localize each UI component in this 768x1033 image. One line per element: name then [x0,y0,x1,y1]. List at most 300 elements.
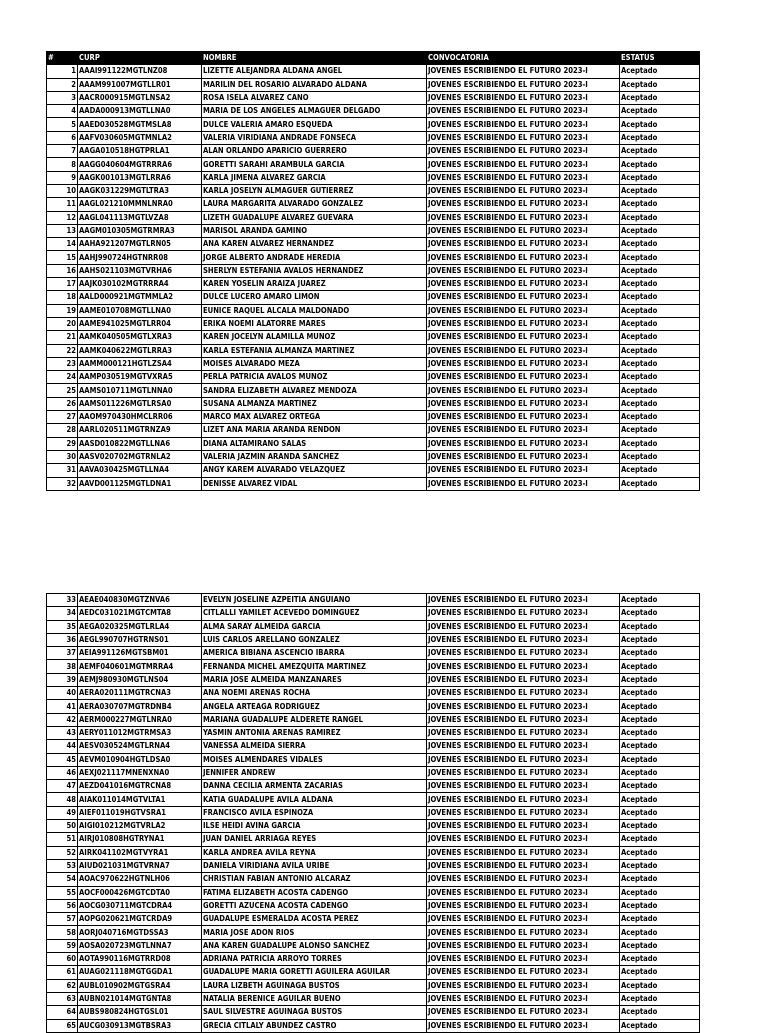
cell-estatus: Aceptado [620,304,700,317]
cell-estatus: Aceptado [620,145,700,158]
cell-estatus: Aceptado [620,105,700,118]
table-row [47,873,700,886]
cell-nombre: NATALIA BERENICE AGUILAR BUENO [202,992,427,1005]
cell-number: 30 [47,450,78,463]
cell-curp: AAMK040505MGTLXRA3 [78,331,202,344]
cell-number: 52 [47,846,78,859]
cell-curp: AOSA020723MGTLNNA7 [78,939,202,952]
cell-estatus: Aceptado [620,806,700,819]
table-row [47,450,700,463]
cell-convocatoria: JOVENES ESCRIBIENDO EL FUTURO 2023-I [427,78,620,91]
cell-nombre: MARIA DE LOS ANGELES ALMAGUER DELGADO [202,105,427,118]
cell-nombre: KATIA GUADALUPE AVILA ALDANA [202,793,427,806]
cell-curp: AASD010822MGTLLNA6 [78,437,202,450]
cell-nombre: AMERICA BIBIANA ASCENCIO IBARRA [202,647,427,660]
cell-estatus: Aceptado [620,65,700,78]
cell-number: 62 [47,979,78,992]
cell-nombre: DULCE LUCERO AMARO LIMON [202,291,427,304]
cell-convocatoria: JOVENES ESCRIBIENDO EL FUTURO 2023-I [427,607,620,620]
cell-convocatoria: JOVENES ESCRIBIENDO EL FUTURO 2023-I [427,317,620,330]
cell-curp: AIUD021031MGTVRNA7 [78,859,202,872]
table-row [47,820,700,833]
cell-number: 46 [47,766,78,779]
cell-convocatoria: JOVENES ESCRIBIENDO EL FUTURO 2023-I [427,171,620,184]
cell-number: 15 [47,251,78,264]
cell-curp: AAOM970430HMCLRR06 [78,411,202,424]
cell-curp: AAGL021210MMNLNRA0 [78,198,202,211]
cell-estatus: Aceptado [620,317,700,330]
applicants-table-1 [46,51,700,491]
cell-nombre: FRANCISCO AVILA ESPINOZA [202,806,427,819]
cell-estatus: Aceptado [620,477,700,490]
cell-convocatoria: JOVENES ESCRIBIENDO EL FUTURO 2023-I [427,647,620,660]
cell-convocatoria: JOVENES ESCRIBIENDO EL FUTURO 2023-I [427,700,620,713]
cell-nombre: KAREN YOSELIN ARAIZA JUAREZ [202,278,427,291]
cell-curp: AAED030528MGTMSLA8 [78,118,202,131]
table-row [47,833,700,846]
cell-convocatoria: JOVENES ESCRIBIENDO EL FUTURO 2023-I [427,65,620,78]
cell-number: 3 [47,91,78,104]
table-row [47,184,700,197]
cell-estatus: Aceptado [620,424,700,437]
cell-convocatoria: JOVENES ESCRIBIENDO EL FUTURO 2023-I [427,806,620,819]
cell-convocatoria: JOVENES ESCRIBIENDO EL FUTURO 2023-I [427,131,620,144]
cell-convocatoria: JOVENES ESCRIBIENDO EL FUTURO 2023-I [427,211,620,224]
cell-estatus: Aceptado [620,1019,700,1032]
cell-curp: AIEF011019HGTVSRA1 [78,806,202,819]
cell-nombre: JENNIFER ANDREW [202,766,427,779]
cell-curp: AAMS010711MGTLNNA0 [78,384,202,397]
cell-convocatoria: JOVENES ESCRIBIENDO EL FUTURO 2023-I [427,384,620,397]
cell-estatus: Aceptado [620,899,700,912]
cell-convocatoria: JOVENES ESCRIBIENDO EL FUTURO 2023-I [427,939,620,952]
cell-estatus: Aceptado [620,780,700,793]
header-estatus: ESTATUS [620,52,700,65]
cell-number: 63 [47,992,78,1005]
cell-nombre: ERIKA NOEMI ALATORRE MARES [202,317,427,330]
cell-convocatoria: JOVENES ESCRIBIENDO EL FUTURO 2023-I [427,793,620,806]
table-row [47,633,700,646]
cell-curp: AERA030707MGTRDNB4 [78,700,202,713]
cell-nombre: EVELYN JOSELINE AZPEITIA ANGUIANO [202,594,427,607]
cell-convocatoria: JOVENES ESCRIBIENDO EL FUTURO 2023-I [427,913,620,926]
cell-nombre: ALMA SARAY ALMEIDA GARCIA [202,620,427,633]
table-row [47,145,700,158]
cell-number: 35 [47,620,78,633]
cell-number: 9 [47,171,78,184]
cell-estatus: Aceptado [620,833,700,846]
table-row [47,899,700,912]
cell-convocatoria: JOVENES ESCRIBIENDO EL FUTURO 2023-I [427,411,620,424]
cell-convocatoria: JOVENES ESCRIBIENDO EL FUTURO 2023-I [427,780,620,793]
cell-curp: AAGK031229MGTLTRA3 [78,184,202,197]
cell-curp: AEIA991126MGTSBM01 [78,647,202,660]
header-curp: CURP [78,52,202,65]
cell-curp: AUBN021014MGTGNTA8 [78,992,202,1005]
table-row [47,477,700,490]
cell-convocatoria: JOVENES ESCRIBIENDO EL FUTURO 2023-I [427,979,620,992]
cell-convocatoria: JOVENES ESCRIBIENDO EL FUTURO 2023-I [427,291,620,304]
table-row [47,673,700,686]
cell-number: 58 [47,926,78,939]
table-row [47,437,700,450]
cell-estatus: Aceptado [620,437,700,450]
table-row [47,886,700,899]
cell-number: 28 [47,424,78,437]
cell-nombre: SHERLYN ESTEFANIA AVALOS HERNANDEZ [202,264,427,277]
table-row [47,384,700,397]
cell-estatus: Aceptado [620,397,700,410]
cell-curp: AALD000921MGTMMLA2 [78,291,202,304]
cell-nombre: GUADALUPE MARIA GORETTI AGUILERA AGUILAR [202,966,427,979]
cell-nombre: KARLA ESTEFANIA ALMANZA MARTINEZ [202,344,427,357]
cell-estatus: Aceptado [620,873,700,886]
cell-estatus: Aceptado [620,926,700,939]
cell-curp: AAME010708MGTLLNA0 [78,304,202,317]
cell-curp: AEMF040601MGTMRRA4 [78,660,202,673]
cell-number: 48 [47,793,78,806]
cell-number: 29 [47,437,78,450]
cell-convocatoria: JOVENES ESCRIBIENDO EL FUTURO 2023-I [427,953,620,966]
cell-curp: AEDC031021MGTCMTA8 [78,607,202,620]
cell-number: 65 [47,1019,78,1032]
cell-curp: AOAC970622HGTNLH06 [78,873,202,886]
cell-nombre: VALERIA JAZMIN ARANDA SANCHEZ [202,450,427,463]
cell-convocatoria: JOVENES ESCRIBIENDO EL FUTURO 2023-I [427,820,620,833]
applicants-table-2 [46,593,700,1033]
cell-curp: AUBL010902MGTGSRA4 [78,979,202,992]
table-row [47,753,700,766]
cell-estatus: Aceptado [620,78,700,91]
cell-number: 43 [47,726,78,739]
cell-convocatoria: JOVENES ESCRIBIENDO EL FUTURO 2023-I [427,594,620,607]
cell-curp: AEGA020325MGTLRLA4 [78,620,202,633]
cell-number: 49 [47,806,78,819]
cell-estatus: Aceptado [620,331,700,344]
cell-estatus: Aceptado [620,278,700,291]
cell-convocatoria: JOVENES ESCRIBIENDO EL FUTURO 2023-I [427,886,620,899]
cell-nombre: DIANA ALTAMIRANO SALAS [202,437,427,450]
table-row [47,740,700,753]
table-row [47,620,700,633]
cell-nombre: KARLA JOSELYN ALMAGUER GUTIERREZ [202,184,427,197]
cell-number: 31 [47,464,78,477]
table-row [47,397,700,410]
cell-number: 23 [47,357,78,370]
cell-estatus: Aceptado [620,620,700,633]
cell-nombre: MARIANA GUADALUPE ALDERETE RANGEL [202,713,427,726]
cell-convocatoria: JOVENES ESCRIBIENDO EL FUTURO 2023-I [427,713,620,726]
cell-number: 24 [47,371,78,384]
cell-number: 17 [47,278,78,291]
cell-nombre: VALERIA VIRIDIANA ANDRADE FONSECA [202,131,427,144]
cell-convocatoria: JOVENES ESCRIBIENDO EL FUTURO 2023-I [427,899,620,912]
cell-nombre: LAURA LIZBETH AGUINAGA BUSTOS [202,979,427,992]
cell-estatus: Aceptado [620,91,700,104]
cell-nombre: ANA KAREN ALVAREZ HERNANDEZ [202,238,427,251]
cell-convocatoria: JOVENES ESCRIBIENDO EL FUTURO 2023-I [427,105,620,118]
cell-nombre: ADRIANA PATRICIA ARROYO TORRES [202,953,427,966]
cell-curp: AERA020111MGTRCNA3 [78,687,202,700]
table-row [47,926,700,939]
cell-curp: AADA000913MGTLLNA0 [78,105,202,118]
cell-number: 37 [47,647,78,660]
cell-convocatoria: JOVENES ESCRIBIENDO EL FUTURO 2023-I [427,424,620,437]
cell-nombre: SAUL SILVESTRE AGUINAGA BUSTOS [202,1006,427,1019]
cell-curp: AEAE040830MGTZNVA6 [78,594,202,607]
cell-number: 64 [47,1006,78,1019]
table-row [47,251,700,264]
cell-nombre: MARILIN DEL ROSARIO ALVARADO ALDANA [202,78,427,91]
cell-nombre: ILSE HEIDI AVINA GARCIA [202,820,427,833]
cell-estatus: Aceptado [620,264,700,277]
cell-nombre: MOISES ALVARADO MEZA [202,357,427,370]
cell-estatus: Aceptado [620,594,700,607]
cell-convocatoria: JOVENES ESCRIBIENDO EL FUTURO 2023-I [427,158,620,171]
cell-curp: AOCG030711MGTCDRA4 [78,899,202,912]
cell-curp: AOCF000426MGTCDTA0 [78,886,202,899]
cell-number: 51 [47,833,78,846]
cell-estatus: Aceptado [620,700,700,713]
cell-curp: AEGL990707HGTRNS01 [78,633,202,646]
cell-convocatoria: JOVENES ESCRIBIENDO EL FUTURO 2023-I [427,966,620,979]
cell-convocatoria: JOVENES ESCRIBIENDO EL FUTURO 2023-I [427,873,620,886]
cell-convocatoria: JOVENES ESCRIBIENDO EL FUTURO 2023-I [427,184,620,197]
table-row [47,131,700,144]
cell-estatus: Aceptado [620,357,700,370]
cell-estatus: Aceptado [620,450,700,463]
table-row [47,91,700,104]
cell-convocatoria: JOVENES ESCRIBIENDO EL FUTURO 2023-I [427,437,620,450]
cell-number: 16 [47,264,78,277]
cell-number: 25 [47,384,78,397]
cell-estatus: Aceptado [620,966,700,979]
cell-estatus: Aceptado [620,607,700,620]
cell-estatus: Aceptado [620,766,700,779]
cell-estatus: Aceptado [620,184,700,197]
cell-curp: AIGI010212MGTVRLA2 [78,820,202,833]
cell-convocatoria: JOVENES ESCRIBIENDO EL FUTURO 2023-I [427,251,620,264]
cell-nombre: JUAN DANIEL ARRIAGA REYES [202,833,427,846]
cell-number: 40 [47,687,78,700]
table-row [47,105,700,118]
cell-nombre: GORETTI SARAHI ARAMBULA GARCIA [202,158,427,171]
table-row [47,357,700,370]
cell-estatus: Aceptado [620,713,700,726]
cell-convocatoria: JOVENES ESCRIBIENDO EL FUTURO 2023-I [427,620,620,633]
cell-curp: AIAK011014MGTVLTA1 [78,793,202,806]
cell-number: 5 [47,118,78,131]
cell-nombre: KARLA JIMENA ALVAREZ GARCIA [202,171,427,184]
cell-curp: AIRK041102MGTVYRA1 [78,846,202,859]
cell-estatus: Aceptado [620,171,700,184]
cell-convocatoria: JOVENES ESCRIBIENDO EL FUTURO 2023-I [427,264,620,277]
table-row [47,766,700,779]
cell-number: 59 [47,939,78,952]
cell-estatus: Aceptado [620,979,700,992]
cell-curp: AAMP030519MGTVXRA5 [78,371,202,384]
cell-nombre: DANNA CECILIA ARMENTA ZACARIAS [202,780,427,793]
cell-number: 42 [47,713,78,726]
cell-convocatoria: JOVENES ESCRIBIENDO EL FUTURO 2023-I [427,633,620,646]
cell-convocatoria: JOVENES ESCRIBIENDO EL FUTURO 2023-I [427,766,620,779]
cell-nombre: LIZETH GUADALUPE ALVAREZ GUEVARA [202,211,427,224]
cell-nombre: GRECIA CITLALY ABUNDEZ CASTRO [202,1019,427,1032]
cell-convocatoria: JOVENES ESCRIBIENDO EL FUTURO 2023-I [427,450,620,463]
cell-estatus: Aceptado [620,846,700,859]
cell-nombre: FATIMA ELIZABETH ACOSTA CADENGO [202,886,427,899]
table-2-body [47,594,700,1033]
cell-estatus: Aceptado [620,371,700,384]
cell-curp: AAME941025MGTLRR04 [78,317,202,330]
cell-convocatoria: JOVENES ESCRIBIENDO EL FUTURO 2023-I [427,477,620,490]
table-row [47,304,700,317]
cell-nombre: ROSA ISELA ALVAREZ CANO [202,91,427,104]
cell-curp: AEXJ021117MNENXNA0 [78,766,202,779]
table-row [47,331,700,344]
table-row [47,806,700,819]
cell-curp: AARL020511MGTRNZA9 [78,424,202,437]
table-row [47,594,700,607]
cell-curp: AERY011012MGTRMSA3 [78,726,202,739]
table-row [47,647,700,660]
table-row [47,371,700,384]
table-row [47,317,700,330]
cell-number: 34 [47,607,78,620]
cell-curp: AUAG021118MGTGGDA1 [78,966,202,979]
cell-curp: AESV030524MGTLRNA4 [78,740,202,753]
cell-convocatoria: JOVENES ESCRIBIENDO EL FUTURO 2023-I [427,357,620,370]
cell-number: 36 [47,633,78,646]
cell-nombre: MARISOL ARANDA GAMINO [202,224,427,237]
cell-nombre: ANA NOEMI ARENAS ROCHA [202,687,427,700]
table-row [47,118,700,131]
cell-number: 39 [47,673,78,686]
cell-estatus: Aceptado [620,820,700,833]
cell-estatus: Aceptado [620,753,700,766]
cell-estatus: Aceptado [620,198,700,211]
table-row [47,966,700,979]
cell-curp: AUBS980824HGTGSL01 [78,1006,202,1019]
cell-nombre: MARIA JOSE ADON RIOS [202,926,427,939]
cell-nombre: YASMIN ANTONIA ARENAS RAMIREZ [202,726,427,739]
table-row [47,1006,700,1019]
cell-curp: AAJK030102MGTRRRA4 [78,278,202,291]
table-row [47,953,700,966]
cell-estatus: Aceptado [620,740,700,753]
table-row [47,660,700,673]
cell-convocatoria: JOVENES ESCRIBIENDO EL FUTURO 2023-I [427,238,620,251]
cell-curp: AUCG030913MGTBSRA3 [78,1019,202,1032]
cell-number: 60 [47,953,78,966]
header-nombre: NOMBRE [202,52,427,65]
cell-curp: AAAM991007MGTLLR01 [78,78,202,91]
cell-convocatoria: JOVENES ESCRIBIENDO EL FUTURO 2023-I [427,687,620,700]
table-row [47,992,700,1005]
cell-convocatoria: JOVENES ESCRIBIENDO EL FUTURO 2023-I [427,145,620,158]
table-row [47,238,700,251]
table-row [47,211,700,224]
cell-curp: AAGM010305MGTRMRA3 [78,224,202,237]
cell-estatus: Aceptado [620,238,700,251]
cell-estatus: Aceptado [620,211,700,224]
cell-number: 12 [47,211,78,224]
cell-convocatoria: JOVENES ESCRIBIENDO EL FUTURO 2023-I [427,224,620,237]
cell-nombre: DULCE VALERIA AMARO ESQUEDA [202,118,427,131]
cell-estatus: Aceptado [620,687,700,700]
cell-curp: AACR000915MGTLNSA2 [78,91,202,104]
table-row [47,700,700,713]
cell-estatus: Aceptado [620,464,700,477]
cell-curp: AAAI991122MGTLNZ08 [78,65,202,78]
cell-number: 47 [47,780,78,793]
cell-estatus: Aceptado [620,886,700,899]
cell-convocatoria: JOVENES ESCRIBIENDO EL FUTURO 2023-I [427,926,620,939]
table-row [47,278,700,291]
cell-nombre: ANGY KAREM ALVARADO VELAZQUEZ [202,464,427,477]
table-row [47,607,700,620]
cell-convocatoria: JOVENES ESCRIBIENDO EL FUTURO 2023-I [427,278,620,291]
cell-nombre: VANESSA ALMEIDA SIERRA [202,740,427,753]
cell-number: 50 [47,820,78,833]
cell-nombre: ANGELA ARTEAGA RODRIGUEZ [202,700,427,713]
table-row [47,344,700,357]
cell-curp: AAGA010518HGTPRLA1 [78,145,202,158]
cell-number: 57 [47,913,78,926]
table-row [47,979,700,992]
cell-convocatoria: JOVENES ESCRIBIENDO EL FUTURO 2023-I [427,726,620,739]
cell-curp: AERM000227MGTLNRA0 [78,713,202,726]
header-number: # [47,52,78,65]
cell-nombre: LAURA MARGARITA ALVARADO GONZALEZ [202,198,427,211]
cell-estatus: Aceptado [620,224,700,237]
cell-curp: AEVM010904HGTLDSA0 [78,753,202,766]
cell-number: 38 [47,660,78,673]
cell-curp: AAGK001013MGTLRRA6 [78,171,202,184]
table-1-body [47,65,700,491]
cell-convocatoria: JOVENES ESCRIBIENDO EL FUTURO 2023-I [427,198,620,211]
cell-number: 2 [47,78,78,91]
cell-convocatoria: JOVENES ESCRIBIENDO EL FUTURO 2023-I [427,91,620,104]
cell-number: 27 [47,411,78,424]
cell-number: 18 [47,291,78,304]
cell-number: 11 [47,198,78,211]
cell-number: 54 [47,873,78,886]
table-row [47,846,700,859]
cell-estatus: Aceptado [620,131,700,144]
cell-nombre: CHRISTIAN FABIAN ANTONIO ALCARAZ [202,873,427,886]
cell-estatus: Aceptado [620,793,700,806]
cell-curp: AAVA030425MGTLLNA4 [78,464,202,477]
cell-estatus: Aceptado [620,291,700,304]
cell-nombre: LUIS CARLOS ARELLANO GONZALEZ [202,633,427,646]
cell-estatus: Aceptado [620,913,700,926]
cell-curp: AAVD001125MGTLDNA1 [78,477,202,490]
cell-convocatoria: JOVENES ESCRIBIENDO EL FUTURO 2023-I [427,846,620,859]
cell-curp: AAGL041113MGTLVZA8 [78,211,202,224]
table-row [47,158,700,171]
cell-convocatoria: JOVENES ESCRIBIENDO EL FUTURO 2023-I [427,673,620,686]
table-row [47,713,700,726]
cell-estatus: Aceptado [620,344,700,357]
cell-estatus: Aceptado [620,953,700,966]
cell-curp: AAMM000121HGTLZSA4 [78,357,202,370]
cell-number: 41 [47,700,78,713]
cell-number: 32 [47,477,78,490]
cell-nombre: JORGE ALBERTO ANDRADE HEREDIA [202,251,427,264]
cell-convocatoria: JOVENES ESCRIBIENDO EL FUTURO 2023-I [427,371,620,384]
cell-convocatoria: JOVENES ESCRIBIENDO EL FUTURO 2023-I [427,1006,620,1019]
